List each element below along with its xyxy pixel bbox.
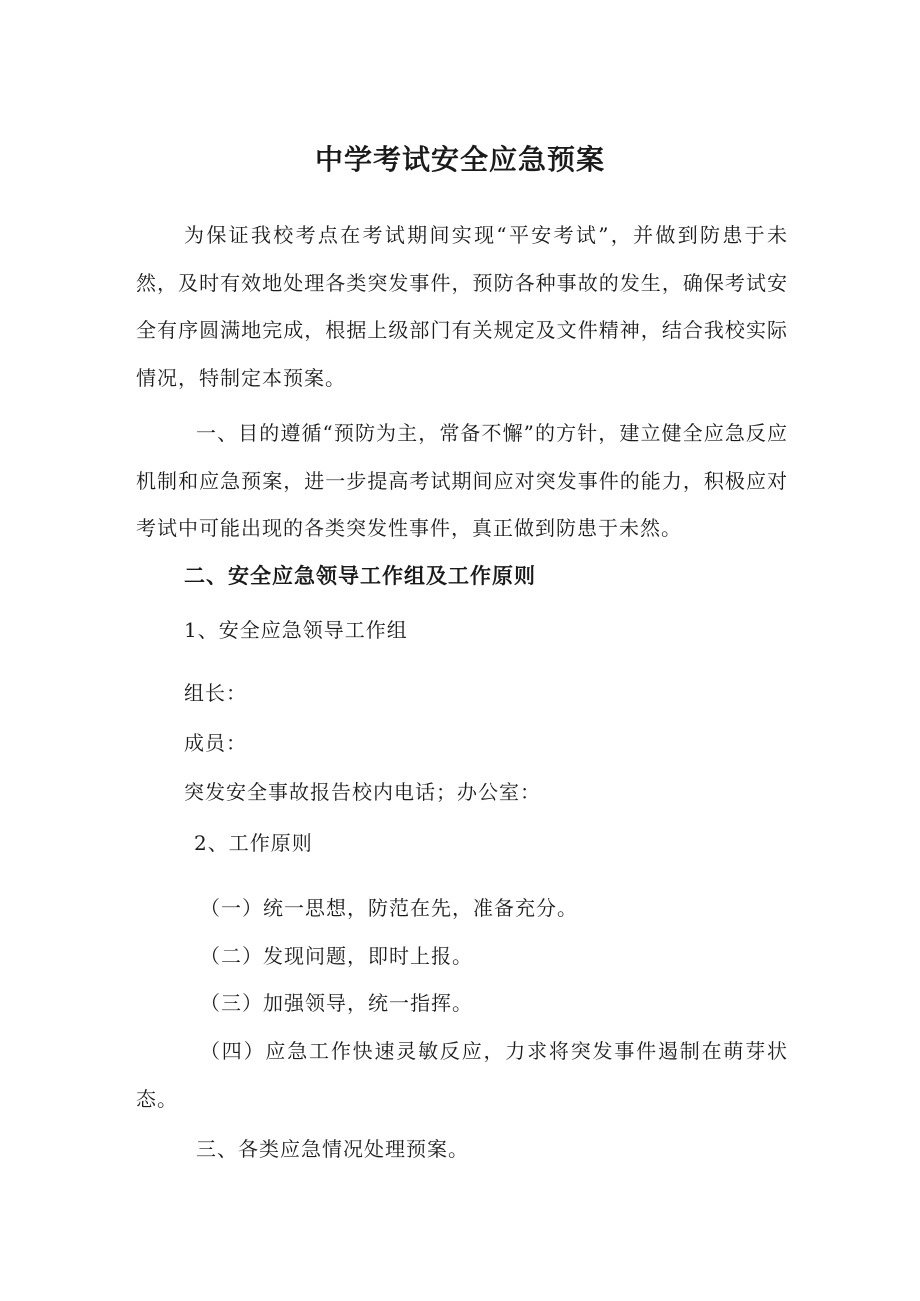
principles-heading: 2、工作原则 [194,831,313,855]
principle-item: （三）加强领导，统一指挥。 [200,991,473,1015]
leader-label: 组长： [184,681,247,705]
group-heading: 1、安全应急领导工作组 [184,618,408,642]
section-two-heading: 二、安全应急领导工作组及工作原则 [184,564,536,588]
members-label: 成员： [184,731,247,755]
phone-line: 突发安全事故报告校内电话；办公室： [184,780,541,804]
principle-item: （二）发现问题，即时上报。 [200,944,473,968]
document-title: 中学考试安全应急预案 [314,143,605,176]
section-one-paragraph: 一、目的遵循“预防为主，常备不懈”的方针，建立健全应急反应机制和应急预案，进一步提高考试期间应对突发事件的能力，积极应对考试中可能出现的各类突发性事件，真正做到防患于未然。 [136,421,788,540]
intro-paragraph: 为保证我校考点在考试期间实现“平安考试”，并做到防患于未然，及时有效地处理各类突发事件，预防各种事故的发生，确保考试安全有序圆满地完成，根据上级部门有关规定及文件精神，结合我校实际情况，特制定本预案。 [136,223,788,390]
section-three-heading: 三、各类应急情况处理预案。 [196,1137,469,1161]
principle-item: （一）统一思想，防范在先，准备充分。 [200,896,578,920]
principle-item: （四）应急工作快速灵敏反应，力求将突发事件遏制在萌芽状态。 [136,1039,788,1111]
